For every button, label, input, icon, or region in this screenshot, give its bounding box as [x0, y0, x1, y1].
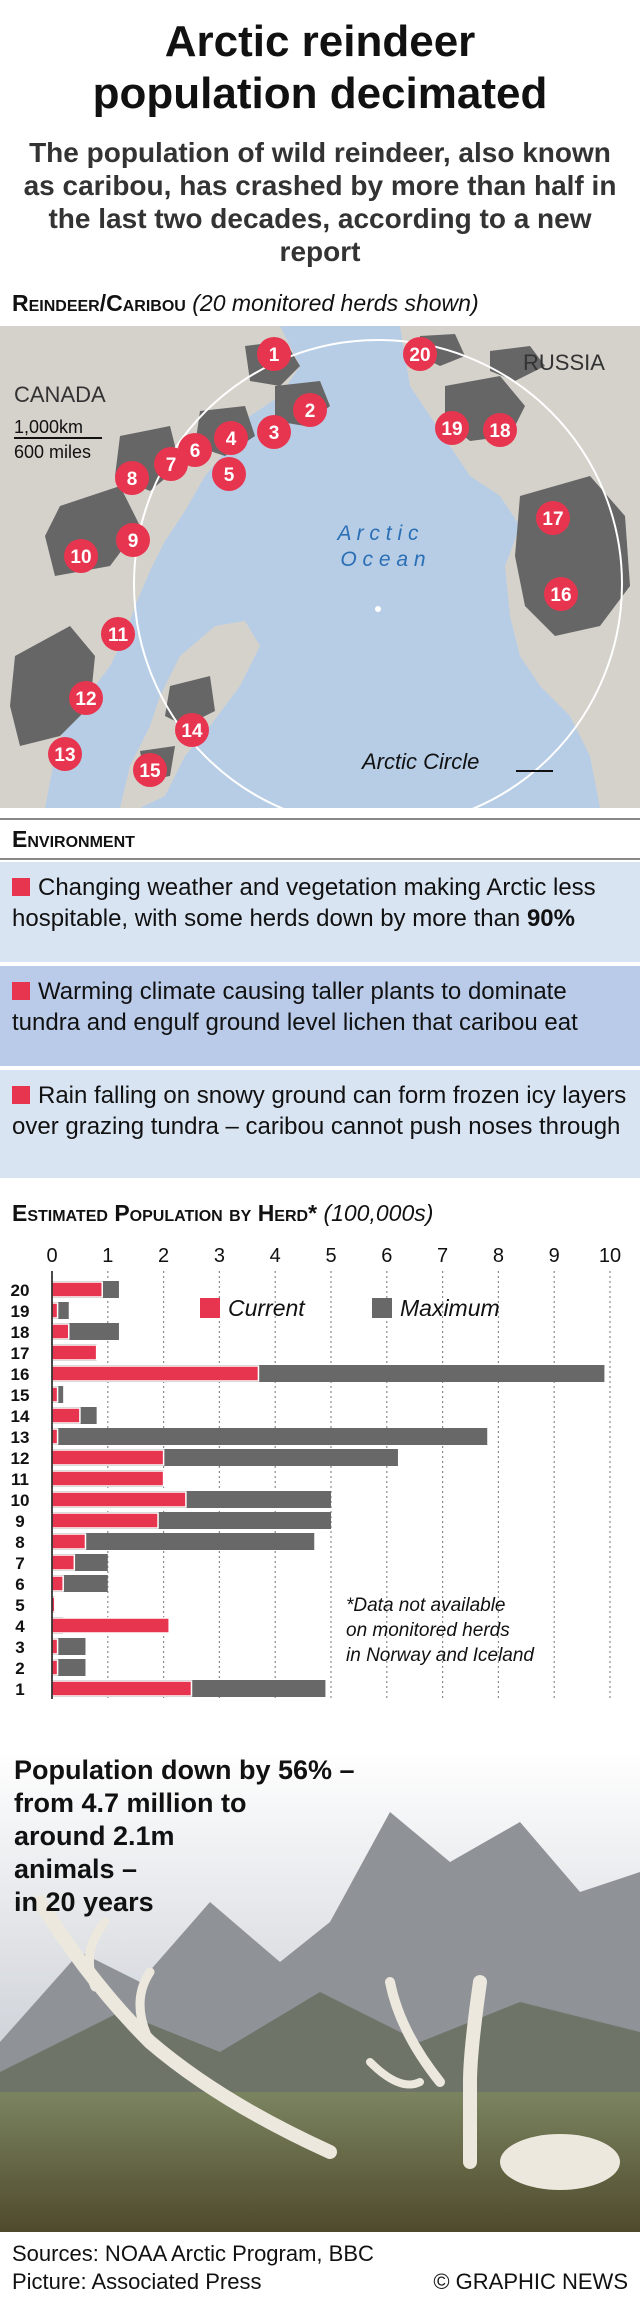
- bar-current-herd-19: [52, 1303, 58, 1318]
- herd-marker-label: 8: [126, 469, 138, 490]
- ocean-label-line2: O c e a n: [340, 548, 426, 571]
- herd-marker-label: 4: [225, 429, 237, 450]
- env-top-rule: [0, 818, 640, 820]
- y-tick-label: 17: [10, 1344, 30, 1363]
- arctic-circle-label: Arctic Circle: [362, 749, 480, 774]
- bar-current-herd-15: [52, 1387, 58, 1402]
- bar-current-herd-12: [52, 1450, 164, 1465]
- herd-marker-label: 15: [139, 761, 161, 782]
- bar-current-herd-2: [52, 1660, 58, 1675]
- y-tick-label: 3: [15, 1638, 25, 1657]
- photo-caption: Population down by 56% – from 4.7 million to around 2.1m animals – in 20 years: [14, 1755, 355, 1917]
- y-tick-label: 11: [11, 1470, 29, 1489]
- y-tick-label: 2: [15, 1659, 25, 1678]
- y-tick-label: 15: [10, 1386, 30, 1405]
- page-subtitle: The population of wild reindeer, also known as caribou, has crashed by more than half in the last two decades, according to a new report: [23, 137, 617, 267]
- picture-credit: Picture: Associated Press: [12, 2269, 262, 2294]
- y-tick-label: 7: [15, 1554, 25, 1573]
- x-tick-label: 1: [102, 1245, 114, 1267]
- y-tick-label: 16: [10, 1365, 30, 1384]
- bar-current-herd-8: [52, 1534, 85, 1549]
- y-tick-label: 12: [10, 1449, 30, 1468]
- y-tick-label: 19: [10, 1302, 30, 1321]
- bullet-square-icon: [12, 878, 30, 896]
- herd-map: [0, 326, 640, 808]
- bar-maximum-herd-8: [52, 1533, 314, 1550]
- env-bottom-rule: [0, 858, 640, 860]
- y-tick-label: 1: [15, 1680, 25, 1699]
- bar-current-herd-9: [52, 1513, 158, 1528]
- y-tick-label: 10: [10, 1491, 30, 1510]
- population-chart-svg: [0, 1234, 640, 1754]
- env-item-2: Warming climate causing taller plants to dominate tundra and engulf ground level lichen that caribou eat: [0, 966, 640, 1068]
- herd-marker-label: 16: [550, 585, 572, 606]
- map-section-title: Reindeer/Caribou (20 monitored herds shown): [12, 290, 479, 316]
- herd-marker-label: 7: [165, 455, 177, 476]
- herd-marker-label: 18: [489, 421, 511, 442]
- bar-maximum-herd-13: [52, 1428, 487, 1445]
- bar-current-herd-14: [52, 1408, 80, 1423]
- herd-marker-label: 9: [127, 531, 139, 552]
- env-item-1: Changing weather and vegetation making Arctic less hospitable, with some herds down by more than 90%: [0, 862, 640, 964]
- x-tick-label: 10: [598, 1245, 622, 1267]
- legend-label-current: Current: [228, 1295, 305, 1321]
- chart-footnote-line: on monitored herds: [346, 1620, 510, 1641]
- y-tick-label: 14: [10, 1407, 30, 1426]
- y-tick-label: 4: [15, 1617, 25, 1636]
- population-chart: [0, 1234, 640, 1754]
- bar-current-herd-4: [52, 1618, 169, 1633]
- herd-marker-label: 19: [441, 419, 463, 440]
- y-tick-label: 8: [15, 1533, 25, 1552]
- herd-marker-label: 12: [75, 689, 97, 710]
- legend-swatch-current: [200, 1298, 220, 1318]
- x-tick-label: 0: [46, 1245, 58, 1267]
- ocean-label-line1: A r c t i c: [337, 522, 419, 545]
- bullet-square-icon: [12, 1086, 30, 1104]
- y-tick-label: 5: [15, 1596, 25, 1615]
- skull: [500, 2134, 620, 2190]
- x-tick-label: 3: [213, 1245, 225, 1267]
- canada-label: CANADA: [14, 382, 106, 407]
- x-tick-label: 9: [548, 1245, 560, 1267]
- herd-marker-label: 1: [268, 345, 280, 366]
- bar-current-herd-10: [52, 1492, 186, 1507]
- herd-marker-label: 13: [54, 745, 76, 766]
- x-tick-label: 2: [158, 1245, 170, 1267]
- bar-current-herd-17: [52, 1345, 97, 1360]
- bullet-square-icon: [12, 982, 30, 1000]
- herd-marker-label: 14: [181, 721, 203, 742]
- north-pole-dot: [375, 606, 381, 612]
- chart-footnote-line: *Data not available: [346, 1595, 506, 1616]
- y-tick-label: 13: [10, 1428, 30, 1447]
- scale-miles: 600 miles: [14, 442, 92, 462]
- herd-marker-label: 10: [70, 547, 92, 568]
- footer: [0, 2232, 640, 2300]
- russia-label: RUSSIA: [523, 350, 605, 375]
- bar-current-herd-13: [52, 1429, 58, 1444]
- bar-current-herd-11: [52, 1471, 164, 1486]
- page-title: Arctic reindeer population decimated: [92, 17, 548, 118]
- bar-current-herd-18: [52, 1324, 69, 1339]
- x-tick-label: 8: [492, 1245, 504, 1267]
- y-tick-label: 18: [10, 1323, 30, 1342]
- copyright: © GRAPHIC NEWS: [433, 2269, 628, 2294]
- x-tick-label: 4: [269, 1245, 281, 1267]
- y-tick-label: 6: [15, 1575, 25, 1594]
- antler-photo: [0, 1752, 640, 2232]
- chart-footnote-line: in Norway and Iceland: [346, 1645, 534, 1666]
- herd-marker-label: 17: [542, 509, 564, 530]
- y-tick-label: 9: [15, 1512, 25, 1531]
- environment-title: Environment: [12, 826, 135, 852]
- herd-marker-label: 3: [268, 423, 280, 444]
- herd-marker-label: 20: [409, 345, 431, 366]
- x-tick-label: 5: [325, 1245, 337, 1267]
- bar-current-herd-6: [52, 1576, 63, 1591]
- herd-marker-label: 5: [223, 465, 235, 486]
- herd-marker-label: 2: [304, 401, 316, 422]
- bar-current-herd-20: [52, 1282, 102, 1297]
- herd-map-svg: [0, 326, 640, 808]
- bar-current-herd-7: [52, 1555, 74, 1570]
- legend-label-maximum: Maximum: [400, 1295, 500, 1321]
- chart-section-title: Estimated Population by Herd* (100,000s): [12, 1200, 434, 1226]
- bar-current-herd-16: [52, 1366, 258, 1381]
- env-item-3: Rain falling on snowy ground can form frozen icy layers over grazing tundra – caribou cannot push noses through: [0, 1070, 640, 1180]
- bar-current-herd-1: [52, 1681, 192, 1696]
- x-tick-label: 7: [437, 1245, 449, 1267]
- herd-marker-label: 11: [107, 625, 129, 646]
- herd-marker-label: 6: [189, 441, 201, 462]
- x-tick-label: 6: [381, 1245, 393, 1267]
- scale-km: 1,000km: [14, 417, 84, 437]
- y-tick-label: 20: [10, 1281, 30, 1300]
- legend-swatch-maximum: [372, 1298, 392, 1318]
- sources-text: Sources: NOAA Arctic Program, BBC: [12, 2241, 374, 2266]
- bar-current-herd-3: [52, 1639, 58, 1654]
